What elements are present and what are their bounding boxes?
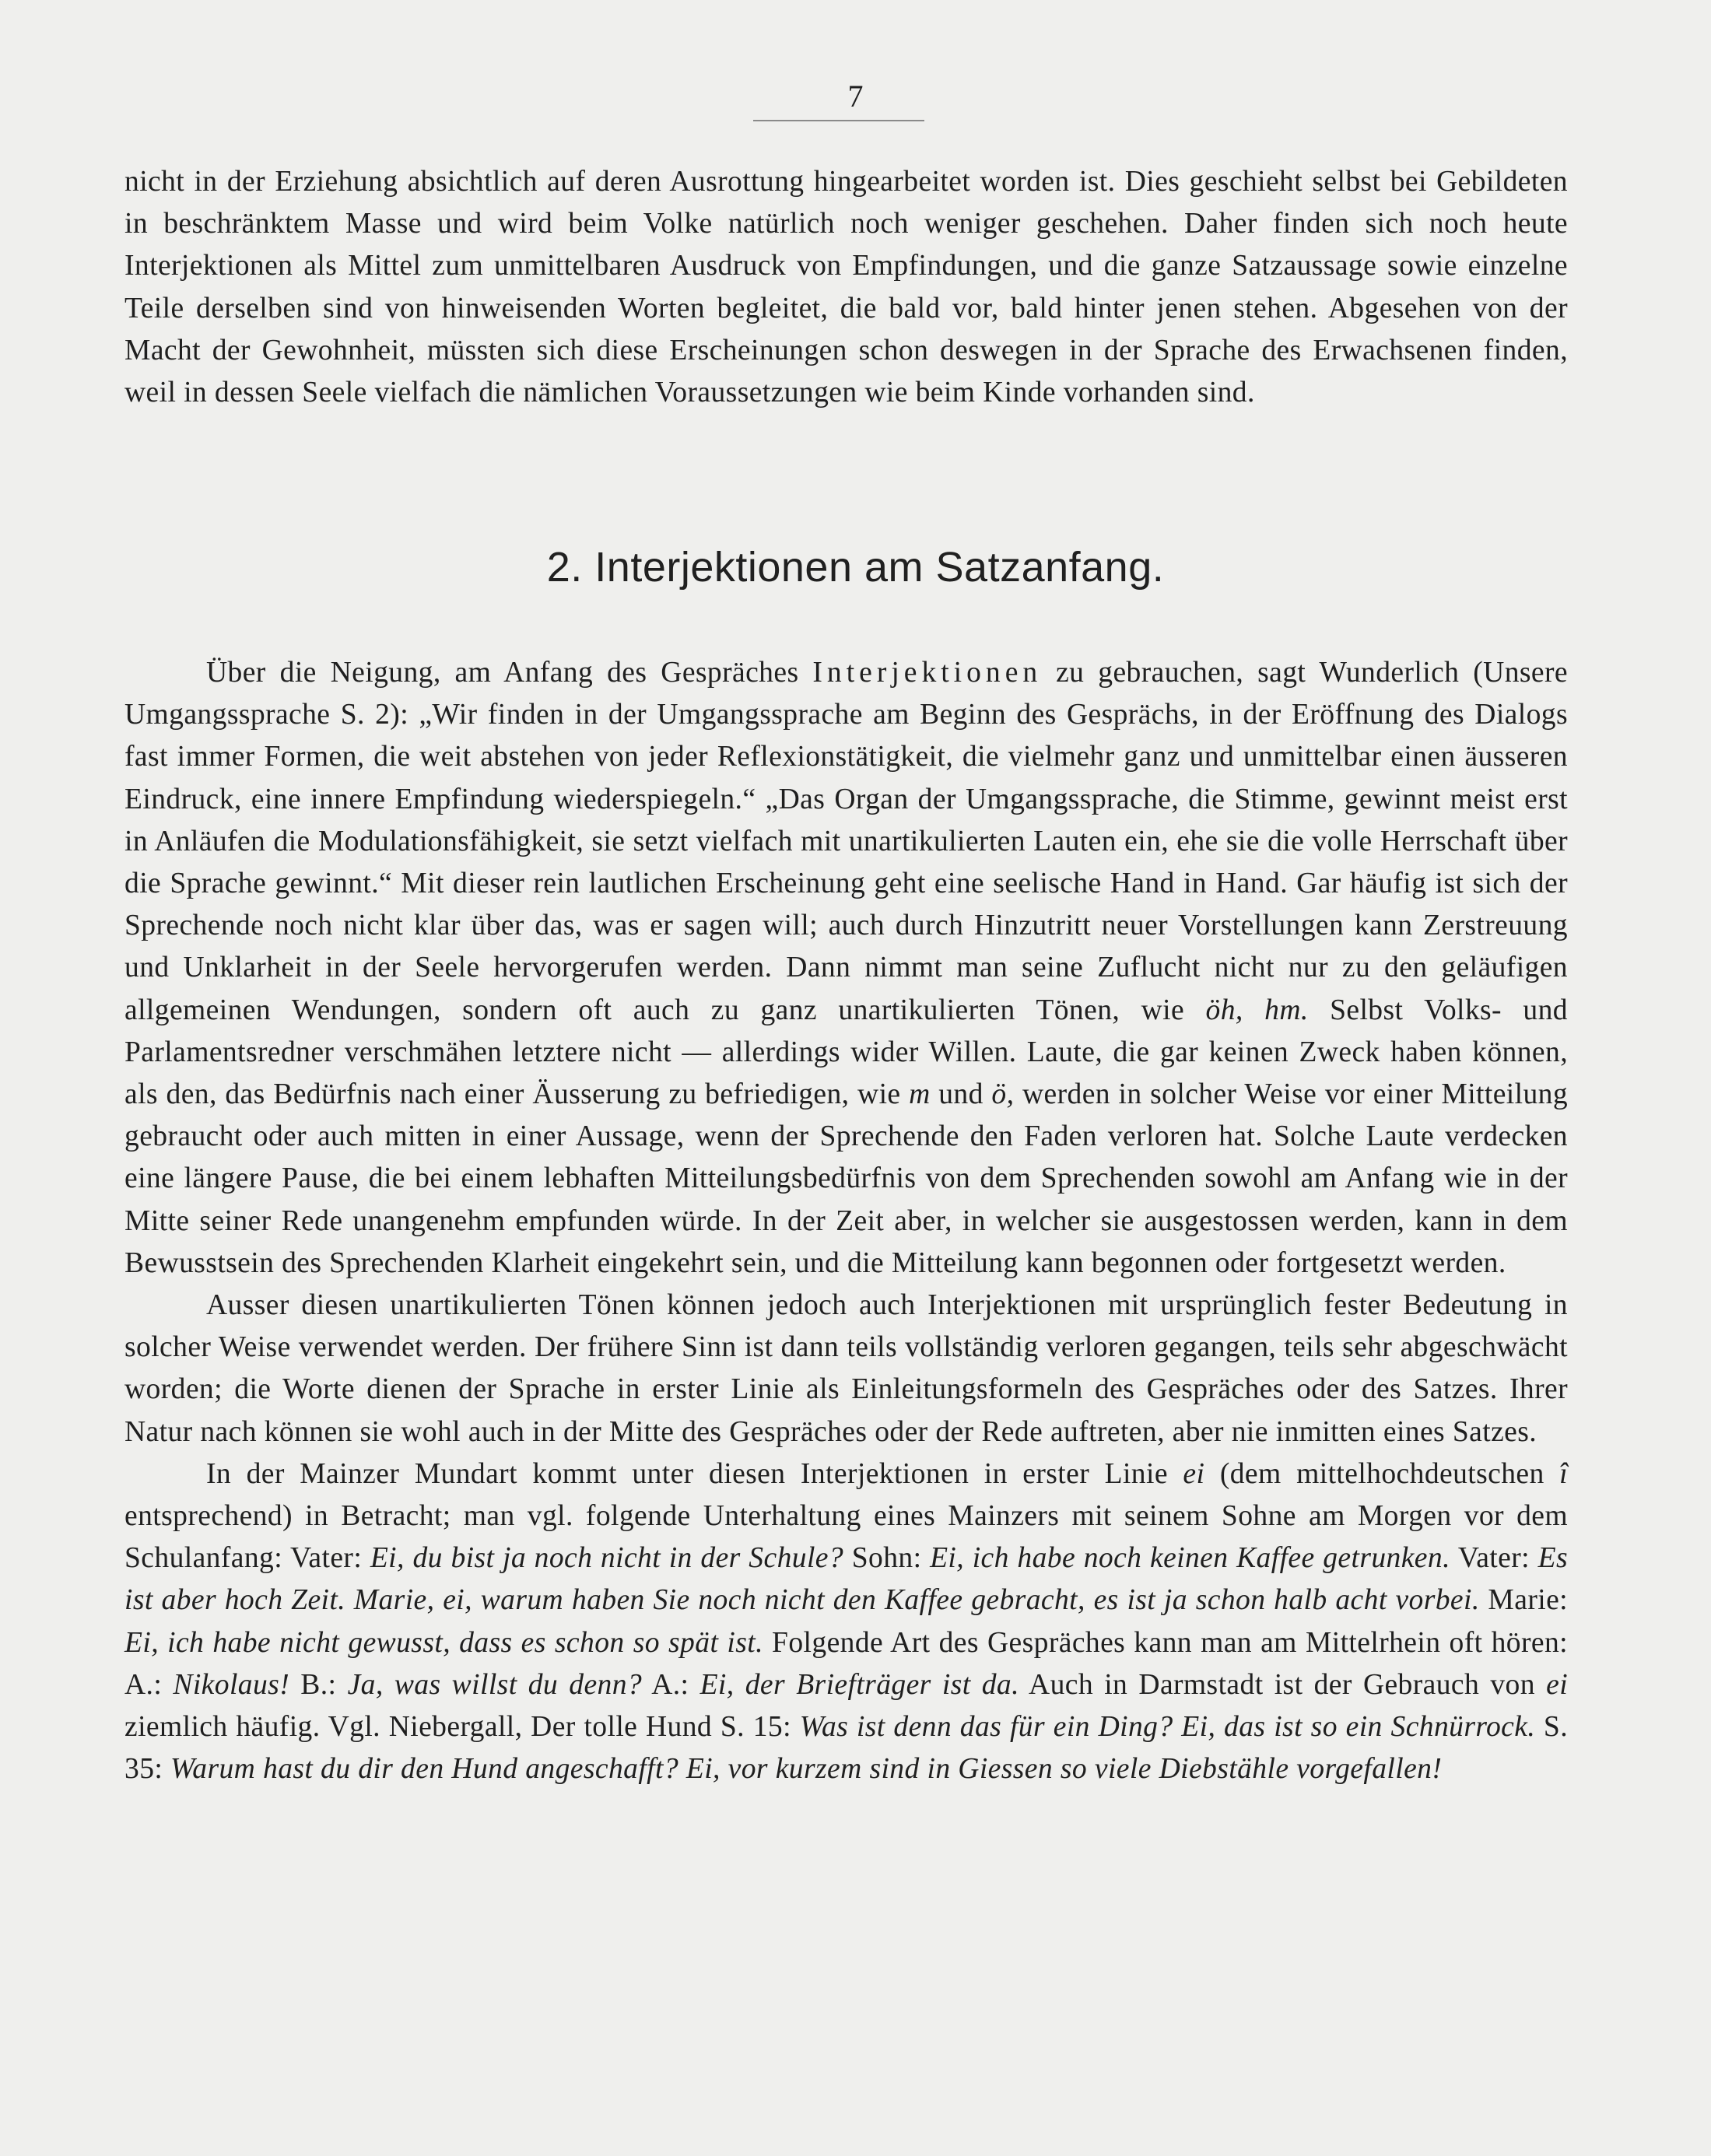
p3-italic-11: Was ist denn das für ein Ding? Ei, das ist so ein Schnürrock. bbox=[799, 1711, 1536, 1744]
section-heading: 2. Interjektionen am Satzanfang. bbox=[546, 544, 1165, 591]
p3-italic-9: Ei, der Briefträger ist da. bbox=[699, 1668, 1019, 1701]
p3-italic-3: Ei, du bist ja noch nicht in der Schule? bbox=[370, 1542, 844, 1575]
p3-italic-4: Ei, ich habe noch keinen Kaffee getrunken. bbox=[930, 1542, 1450, 1575]
p3-italic-12: Warum hast du dir den Hund angeschafft? Ei, vor kurzem sind in Giessen so viele Diebstähle vorgefallen! bbox=[170, 1753, 1443, 1786]
p3-italic-7: Nikolaus! bbox=[173, 1668, 290, 1701]
p3-italic-8: Ja, was willst du denn? bbox=[347, 1668, 643, 1701]
p3-text-l: ziemlich häufig. Vgl. Niebergall, Der tolle Hund S. 15: bbox=[124, 1711, 791, 1744]
p3-italic-6: Ei, ich habe nicht gewusst, dass es schon so spät ist. bbox=[124, 1626, 763, 1659]
p3-text-f: Marie: bbox=[1488, 1584, 1568, 1617]
p3-text-m: S. 35: bbox=[124, 1711, 1568, 1786]
p3-italic-5: Es ist aber hoch Zeit. Marie, ei, warum haben Sie noch nicht den Kaffee gebracht, es ist ja schon halb acht vorbei. bbox=[124, 1542, 1568, 1617]
section-text-block bbox=[124, 652, 1568, 1790]
paragraph-2: Ausser diesen unartikulierten Tönen können jedoch auch Interjektionen mit ursprünglich fester Bedeutung in solcher Weise verwendet werden. Der frühere Sinn ist dann teils vollständig verloren gegangen, teils sehr abgeschwächt worden; die Worte dienen der Sprache in erster Linie als Einleitungsformeln des Gespräches oder des Satzes. Ihrer Natur nach können sie wohl auch in der Mitte des Gespräches oder der Rede auftreten, aber nie inmitten eines Satzes. bbox=[124, 1289, 1568, 1448]
p3-italic-1: ei bbox=[1183, 1457, 1205, 1490]
page-number-rule bbox=[753, 120, 924, 121]
paragraph-1 bbox=[124, 652, 1568, 1285]
p3-text-c: entsprechend) in Betracht; man vgl. folgende Unterhaltung eines Mainzers mit seinem Sohne am Morgen vor dem Schulanfang: Vater: bbox=[124, 1500, 1568, 1575]
p3-text-b: (dem mittelhochdeutschen bbox=[1219, 1457, 1544, 1490]
page-number: 7 bbox=[847, 79, 864, 114]
p3-text-h: B.: bbox=[300, 1668, 337, 1701]
paragraph-3 bbox=[124, 1453, 1568, 1791]
p1-italic-1: öh, hm. bbox=[1205, 994, 1309, 1026]
p3-text-a: In der Mainzer Mundart kommt unter diesen Interjektionen in erster Linie bbox=[206, 1457, 1168, 1490]
p1-italic-2: m bbox=[909, 1078, 931, 1111]
p3-italic-2: î bbox=[1559, 1457, 1569, 1490]
p3-text-j: A.: bbox=[651, 1668, 689, 1701]
p3-text-g: Folgende Art des Gespräches kann man am Mittelrhein oft hören: A.: bbox=[124, 1626, 1569, 1701]
intro-text-block bbox=[124, 161, 1568, 414]
p3-text-e: Vater: bbox=[1457, 1542, 1530, 1575]
p1-text-d: und bbox=[938, 1078, 983, 1111]
p1-italic-3: ö, bbox=[991, 1078, 1015, 1111]
p1-text-b: zu gebrauchen, sagt Wunderlich (Unsere Umgangssprache S. 2): „Wir finden in der Umgangssprache am Beginn des Gesprächs, in der Eröffnung des Dialogs fast immer Formen, die weit abstehen von jeder Reflexionstätigkeit, die vielmehr ganz und unmittelbar einen äusseren Eindruck, eine innere Empfindung wiederspiegeln.“ „Das Organ der Umgangssprache, die Stimme, gewinnt meist erst in Anläufen die Modulationsfähigkeit, sie setzt vielfach mit unartikulierten Lauten ein, ehe sie die volle Herrschaft über die Sprache gewinnt.“ Mit dieser rein lautlichen Erscheinung geht eine seelische Hand in Hand. Gar häufig ist sich der Sprechende noch nicht klar über das, was er sagen will; auch durch Hinzutritt neuer Vorstellungen kann Zerstreuung und Unklarheit in der Seele hervorgerufen werden. Dann nimmt man seine Zuflucht nicht nur zu den geläufigen allgemeinen Wendungen, sondern oft auch zu ganz unartikulierten Tönen, wie bbox=[124, 657, 1568, 1026]
intro-paragraph: nicht in der Erziehung absichtlich auf deren Ausrottung hingearbeitet worden ist. Dies geschieht selbst bei Gebildeten in beschränktem Masse und wird beim Volke natürlich noch weniger geschehen. Daher finden sich noch heute Interjektionen als Mittel zum unmittelbaren Ausdruck von Empfindungen, und die ganze Satzaussage sowie einzelne Teile derselben sind von hinweisenden Worten begleitet, die bald vor, bald hinter jenen stehen. Abgesehen von der Macht der Gewohnheit, müssten sich diese Erscheinungen schon deswegen in der Sprache des Erwachsenen finden, weil in dessen Seele vielfach die nämlichen Voraussetzungen wie beim Kinde vorhanden sind. bbox=[124, 166, 1568, 409]
p3-text-k: Auch in Darmstadt ist der Gebrauch von bbox=[1029, 1668, 1535, 1701]
p1-text-e: werden in solcher Weise vor einer Mitteilung gebraucht oder auch mitten in einer Aussage, wenn der Sprechende den Faden verloren hat. Solche Laute verdecken eine längere Pause, die bei einem lebhaften Mitteilungsbedürfnis von dem Sprechenden sowohl am Anfang wie in der Mitte seiner Rede unangenehm empfunden würde. In der Zeit aber, in welcher sie ausgestossen werden, kann in dem Bewusstsein des Sprechenden Klarheit eingekehrt sein, und die Mitteilung kann begonnen oder fortgesetzt werden. bbox=[124, 1078, 1569, 1279]
p3-italic-10: ei bbox=[1546, 1668, 1569, 1701]
p1-spaced-term: Interjektionen bbox=[812, 657, 1043, 689]
p3-text-d: Sohn: bbox=[851, 1542, 922, 1575]
p1-text-c: Selbst Volks- und Parlamentsredner verschmähen letztere nicht — allerdings wider Willen. Laute, die gar keinen Zweck haben können, als den, das Bedürfnis nach einer Äusserung zu befriedigen, wie bbox=[124, 994, 1568, 1111]
p1-text-a: Über die Neigung, am Anfang des Gespräches bbox=[206, 657, 799, 689]
